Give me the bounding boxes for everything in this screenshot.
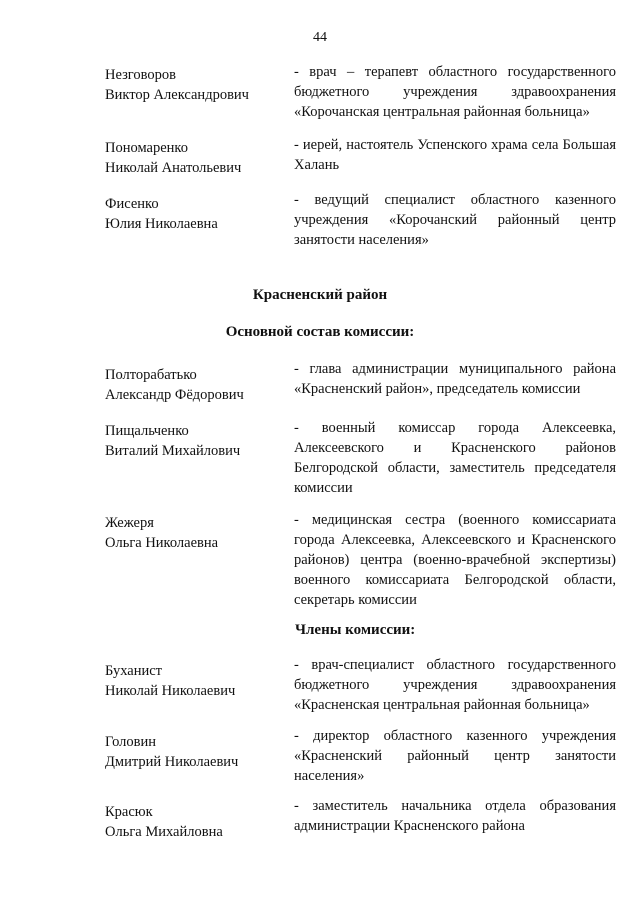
surname: Пономаренко [105, 140, 188, 156]
surname: Жежеря [105, 515, 154, 531]
person-name [105, 513, 285, 553]
surname: Фисенко [105, 196, 159, 212]
surname: Пищальченко [105, 423, 189, 439]
surname: Красюк [105, 804, 153, 820]
person-role: - глава администрации муниципального района «Красненский район», председатель комиссии [294, 361, 616, 397]
given-names: Ольга Николаевна [105, 535, 219, 551]
person-role: - ведущий специалист областного казенного учреждения «Корочанский районный центр занятости населения» [294, 192, 616, 248]
given-names: Николай Анатольевич [105, 160, 242, 176]
given-names: Виктор Александрович [105, 87, 249, 103]
person-name [105, 365, 285, 405]
page-number: 44 [313, 30, 327, 45]
person-name [105, 65, 285, 105]
person-role: - медицинская сестра (военного комиссариата города Алексеевка, Алексеевского и Красненского районов) центра (военно-врачебной экспертизы) военного комиссариата Белгородской области, секретарь комиссии [294, 512, 616, 608]
person-role: - врач – терапевт областного государственного бюджетного учреждения здравоохранения «Корочанская центральная районная больница» [294, 64, 616, 120]
person-name [105, 421, 285, 461]
given-names: Юлия Николаевна [105, 216, 218, 232]
surname: Полторабатько [105, 367, 197, 383]
given-names: Виталий Михайлович [105, 443, 241, 459]
person-name [105, 194, 285, 234]
person-role: - военный комиссар города Алексеевка, Алексеевского и Красненского районов Белгородской области, заместитель председателя комиссии [294, 420, 616, 496]
person-role: - заместитель начальника отдела образования администрации Красненского района [294, 798, 616, 834]
district-heading: Красненский район [252, 287, 388, 303]
person-role: - иерей, настоятель Успенского храма села Большая Халань [294, 137, 616, 173]
given-names: Николай Николаевич [105, 683, 236, 699]
person-name [105, 802, 285, 842]
given-names: Ольга Михайловна [105, 824, 223, 840]
given-names: Александр Фёдорович [105, 387, 244, 403]
members-heading: Члены комиссии: [295, 622, 416, 638]
surname: Головин [105, 734, 157, 750]
surname: Буханист [105, 663, 163, 679]
person-role: - директор областного казенного учреждения «Красненский районный центр занятости населения» [294, 728, 616, 784]
person-name [105, 661, 285, 701]
person-name [105, 138, 285, 178]
main-composition-heading: Основной состав комиссии: [225, 324, 415, 340]
surname: Незговоров [105, 67, 176, 83]
person-role: - врач-специалист областного государственного бюджетного учреждения здравоохранения «Красненская центральная районная больница» [294, 657, 616, 713]
given-names: Дмитрий Николаевич [105, 754, 239, 770]
person-name [105, 732, 285, 772]
